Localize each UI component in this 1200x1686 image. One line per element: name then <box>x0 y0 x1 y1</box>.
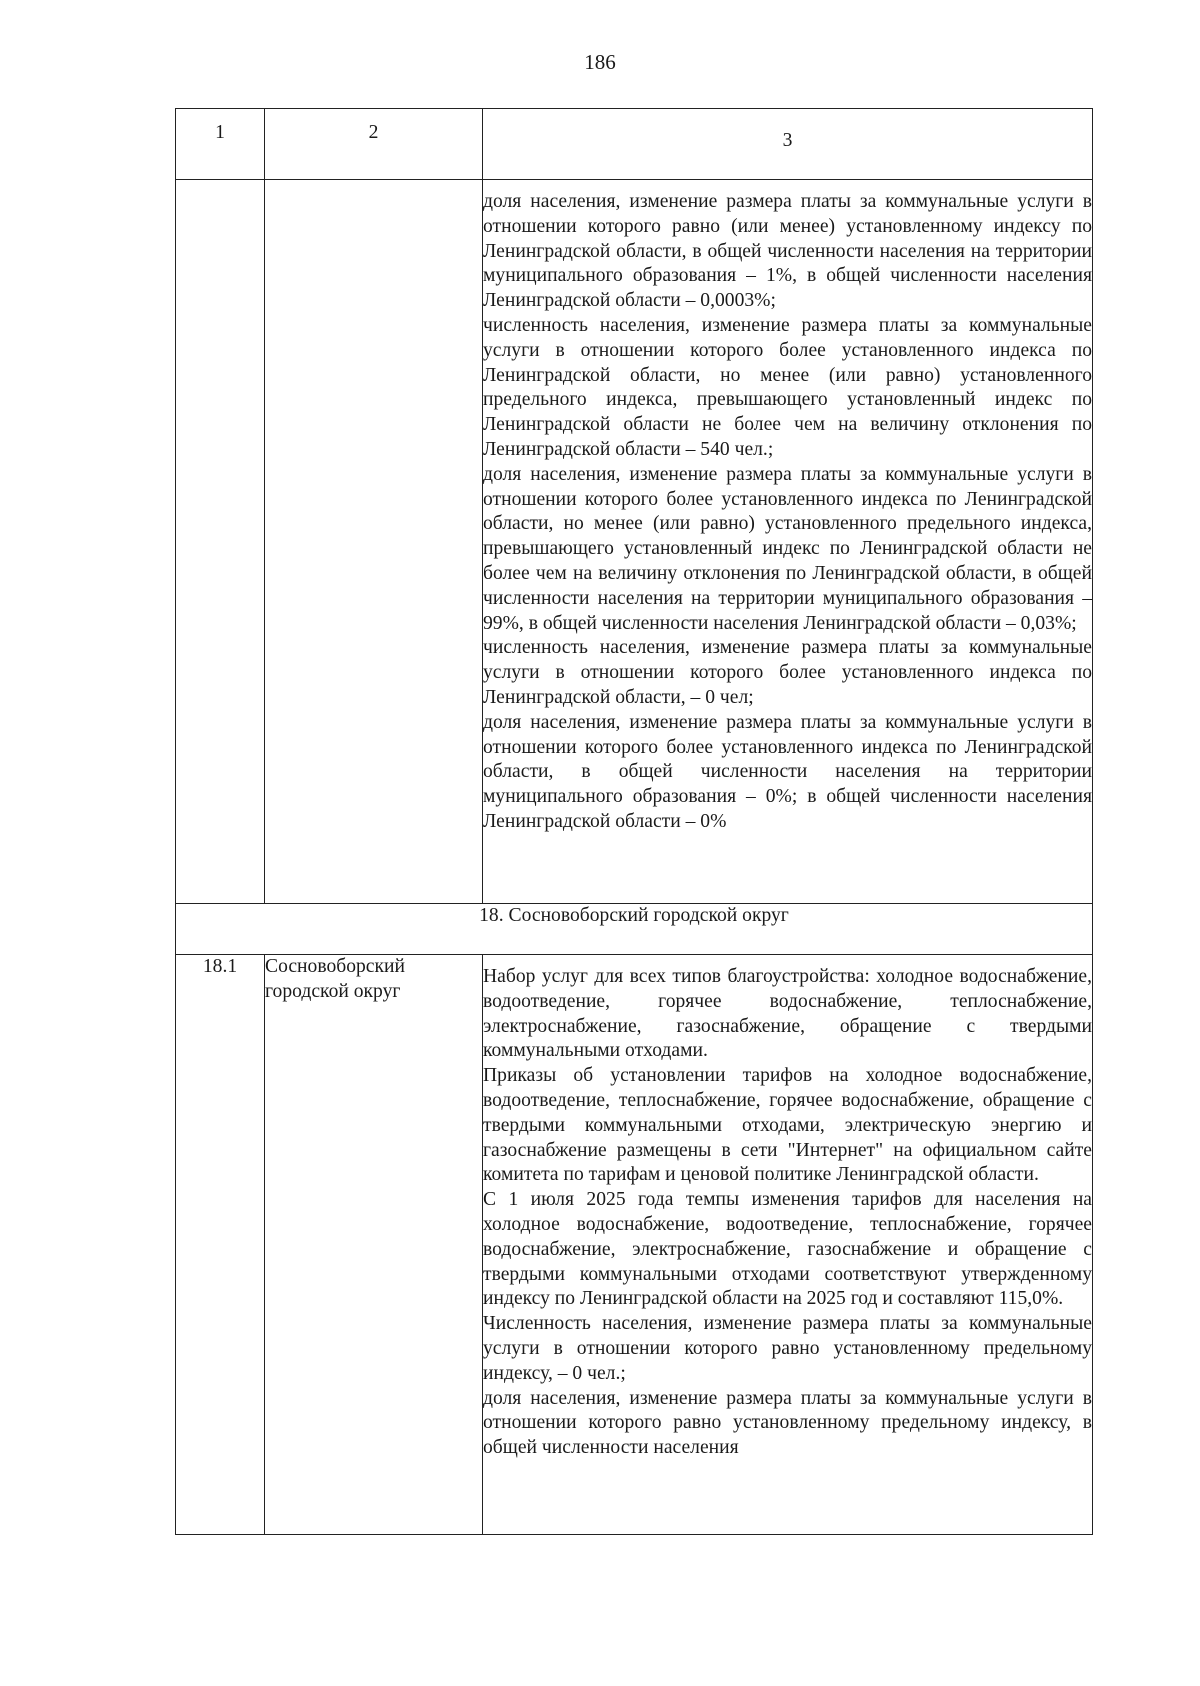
continuation-row <box>176 180 1093 904</box>
row-municipality-name: Сосновоборский городской округ <box>265 955 483 1535</box>
continuation-number-cell <box>176 180 265 904</box>
page-number: 186 <box>584 50 616 74</box>
paragraph: доля населения, изменение размера платы за коммунальные услуги в отношении которого более установленного индекса по Ленинградской области, но менее (или равно) установленного предельного индекса, превышающего установленный индекс по Ленинградской области не более чем на величину отклонения по Ленинградской области, в общей численности населения на территории муниципального образования – 99%, в общей численности населения Ленинградской области – 0,03%; <box>483 463 1092 634</box>
paragraph: доля населения, изменение размера платы за коммунальные услуги в отношении которого более установленного индекса по Ленинградской области, в общей численности населения на территории муниципального образования – 0%; в общей численности населения Ленинградской области – 0% <box>483 711 1092 832</box>
column-header-2: 2 <box>265 109 483 180</box>
column-header-3: 3 <box>483 109 1093 180</box>
paragraph: доля населения, изменение размера платы за коммунальные услуги в отношении которого равно (или менее) установленному индексу по Ленинградской области, в общей численности населения на территории муниципального образования – 1%, в общей численности населения Ленинградской области – 0,0003%; <box>483 191 1092 312</box>
paragraph: С 1 июля 2025 года темпы изменения тарифов для населения на холодное водоснабжение, водоотведение, теплоснабжение, горячее водоснабжение, электроснабжение, газоснабжение и обращение с твердыми коммунальными отходами соответствуют утвержденному индексу по Ленинградской области на 2025 год и составляют 115,0%. <box>483 1189 1092 1310</box>
paragraph: численность населения, изменение размера платы за коммунальные услуги в отношении которого более установленного индекса по Ленинградской области, – 0 чел; <box>483 637 1092 708</box>
table-row <box>176 955 1093 1535</box>
continuation-text-cell <box>483 180 1093 904</box>
table-header-row <box>176 109 1093 180</box>
paragraph: Набор услуг для всех типов благоустройства: холодное водоснабжение, водоотведение, горячее водоснабжение, теплоснабжение, электроснабжение, газоснабжение, обращение с твердыми коммунальными отходами. <box>483 966 1092 1062</box>
section-title: 18. Сосновоборский городской округ <box>176 904 1093 955</box>
document-table <box>175 108 1093 1535</box>
paragraph: Численность населения, изменение размера платы за коммунальные услуги в отношении которого равно установленному предельному индексу, – 0 чел.; <box>483 1313 1092 1384</box>
row-text-cell <box>483 955 1093 1535</box>
paragraph: численность населения, изменение размера платы за коммунальные услуги в отношении которого более установленного индекса по Ленинградской области, но менее (или равно) установленного предельного индекса, превышающего установленный индекс по Ленинградской области не более чем на величину отклонения по Ленинградской области – 540 чел.; <box>483 314 1092 460</box>
column-header-1: 1 <box>176 109 265 180</box>
continuation-name-cell <box>265 180 483 904</box>
section-title-row <box>176 904 1093 955</box>
paragraph: Приказы об установлении тарифов на холодное водоснабжение, водоотведение, теплоснабжение, горячее водоснабжение, обращение с твердыми коммунальными отходами, электрическую энергию и газоснабжение размещены в сети "Интернет" на официальном сайте комитета по тарифам и ценовой политике Ленинградской области. <box>483 1065 1092 1186</box>
row-number: 18.1 <box>176 955 265 1535</box>
paragraph: доля населения, изменение размера платы за коммунальные услуги в отношении которого равно установленному предельному индексу, в общей численности населения <box>483 1387 1092 1459</box>
